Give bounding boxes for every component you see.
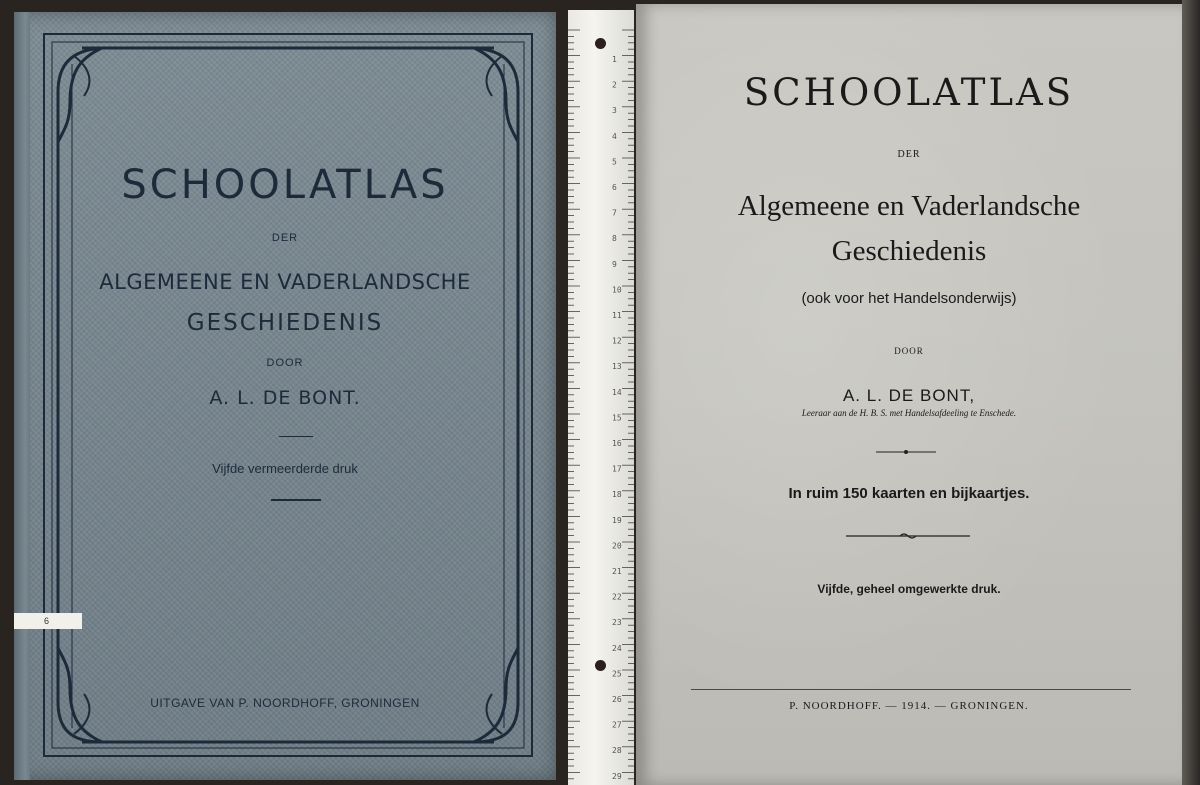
book-cover: [14, 12, 556, 780]
ruler-number: 11: [612, 311, 622, 320]
ruler-number: 13: [612, 362, 622, 372]
ruler-number: 26: [612, 695, 622, 704]
ruler-number: 20: [612, 541, 622, 551]
cover-edition: Vijfde vermeerderde druk: [212, 461, 358, 476]
ruler-hole-bottom: [595, 660, 606, 671]
ruler-number: 7: [612, 208, 617, 218]
page-edition: Vijfde, geheel omgewerkte druk.: [817, 582, 1001, 596]
page-imprint: P. NOORDHOFF. — 1914. — GRONINGEN.: [789, 700, 1029, 712]
ruler-number: 2: [612, 80, 617, 90]
ruler-number: 29: [612, 771, 622, 781]
ruler-hole-top: [595, 38, 606, 49]
page-door: DOOR: [894, 346, 924, 356]
cover-door: DOOR: [266, 357, 304, 369]
ruler-number: 14: [612, 387, 622, 397]
cover-publisher: UITGAVE VAN P. NOORDHOFF, GRONINGEN: [150, 696, 420, 710]
ruler-number: 9: [612, 259, 617, 269]
ruler-number: 25: [612, 669, 622, 679]
ruler-number: 18: [612, 490, 622, 500]
page-maps-count: In ruim 150 kaarten en bijkaartjes.: [788, 485, 1030, 502]
page-der: DER: [897, 149, 921, 160]
page-author-title: Leeraar aan de H. B. S. met Handelsafdeeling te Enschede.: [801, 408, 1017, 418]
ruler-number: 12: [612, 336, 622, 346]
library-label-text: 6: [44, 616, 50, 626]
cover-author: A. L. DE BONT.: [209, 387, 361, 409]
ruler-number: 28: [612, 746, 622, 756]
ruler-number: 17: [612, 464, 622, 474]
ruler-number: 1: [612, 55, 617, 64]
cover-divider-small: [279, 436, 313, 437]
ornament-small-icon: [876, 448, 936, 456]
page-author: A. L. DE BONT,: [842, 386, 976, 405]
ruler-number: 6: [612, 183, 617, 192]
ruler-number: 16: [612, 439, 622, 448]
ruler-number: 5: [612, 157, 617, 167]
ruler-number: 3: [612, 106, 617, 116]
cover-divider: [271, 499, 321, 501]
ruler-number: 24: [612, 643, 622, 653]
page-subtitle-line1: Algemeene en Vaderlandsche: [737, 190, 1081, 222]
ruler-number: 21: [612, 567, 622, 576]
library-label: [14, 613, 82, 629]
page-stack-edge: [1182, 0, 1200, 785]
cover-subtitle-line2: GESCHIEDENIS: [186, 310, 384, 336]
ruler-number: 19: [612, 515, 622, 525]
ruler-number: 4: [612, 131, 617, 141]
ruler-number: 8: [612, 234, 617, 244]
ruler-number: 23: [612, 618, 622, 628]
ruler-number: 10: [612, 285, 622, 295]
page-imprint-rule: [691, 689, 1131, 690]
ruler-number: 15: [612, 413, 622, 423]
cover-subtitle-line1: ALGEMEENE EN VADERLANDSCHE: [99, 270, 471, 294]
ruler: [568, 10, 634, 785]
cover-der: DER: [271, 232, 299, 244]
title-page: [636, 4, 1182, 785]
page-subtitle-line2: Geschiedenis: [831, 235, 987, 267]
page-parenthetical: (ook voor het Handelsonderwijs): [801, 290, 1017, 307]
ornament-rule-icon: [846, 531, 970, 541]
cover-title: SCHOOLATLAS: [121, 162, 449, 208]
ruler-number: 27: [612, 720, 622, 730]
page-title: SCHOOLATLAS: [743, 71, 1075, 114]
ruler-number: 22: [612, 592, 622, 602]
